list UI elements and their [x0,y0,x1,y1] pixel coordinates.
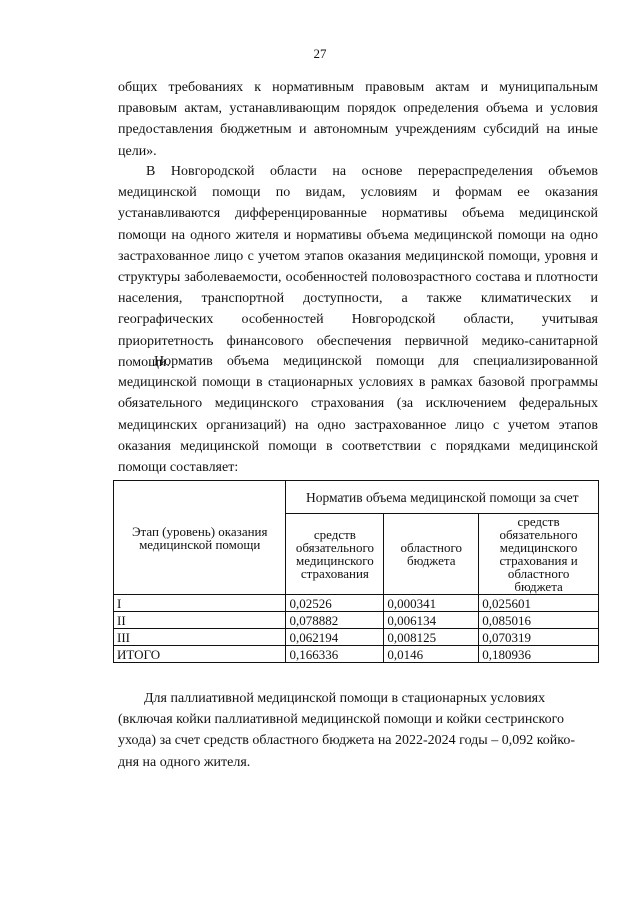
row-total: 0,180936 [479,646,599,663]
row-stage: II [114,612,286,629]
row-oms: 0,02526 [286,595,384,612]
paragraph-novgorod-norms: В Новгородской области на основе перераспределения объемов медицинской помощи по видам, условиям и формам ее оказания устанавливаются дифференцированные нормативы объема медицинской помощи на одного жителя и нормативы объема медицинской помощи на одно застрахованное лицо с учетом этапов оказания медицинской помощи, уровня и структуры заболеваемости, особенностей половозрастного состава и плотности населения, транспортной доступности, а также климатических и географических особенностей Новгородской области, учитывая приоритетность финансового обеспечения первичной медико-санитарной помощи. [118,164,598,370]
row-budget: 0,0146 [384,646,479,663]
table-header-row [114,481,599,514]
paragraph-intro-continuation: общих требованиях к нормативным правовым актам и муниципальным правовым актам, устанавливающим порядок определения объема и условия предоставления бюджетным и автономным учреждениям субсидий на иные цели». [118,80,598,159]
col-oms-header: средств обязательного медицинского страхования [286,514,384,595]
row-total: 0,085016 [479,612,599,629]
stage-header: Этап (уровень) оказания медицинской помощи [114,481,286,595]
norm-header: Норматив объема медицинской помощи за счет [286,481,599,514]
row-budget: 0,008125 [384,629,479,646]
row-total: 0,070319 [479,629,599,646]
table-row [114,595,599,612]
paragraph-specialized-care-norm: Норматив объема медицинской помощи для специализированной медицинской помощи в стационарных условиях в рамках базовой программы обязательного медицинского страхования (за исключением федеральных медицинских организаций) на одно застрахованное лицо с учетом этапов оказания медицинской помощи в соответствии с порядками медицинской помощи составляет: [118,354,598,476]
row-stage: I [114,595,286,612]
paragraph-palliative-care: Для паллиативной медицинской помощи в стационарных условиях (включая койки паллиативной медицинской помощи и койки сестринского ухода) за счет средств областного бюджета на 2022-2024 годы – 0,092 койко-дня на одного жителя. [118,691,576,770]
norms-table [113,480,599,663]
row-oms: 0,062194 [286,629,384,646]
row-budget: 0,000341 [384,595,479,612]
row-stage: ИТОГО [114,646,286,663]
table-total-row [114,646,599,663]
table-row [114,629,599,646]
row-budget: 0,006134 [384,612,479,629]
col-budget-header: областного бюджета [384,514,479,595]
col-total-header: средств обязательного медицинского страхования и областного бюджета [479,514,599,595]
row-total: 0,025601 [479,595,599,612]
table-row [114,612,599,629]
page-number: 27 [313,46,327,61]
row-stage: III [114,629,286,646]
row-oms: 0,166336 [286,646,384,663]
row-oms: 0,078882 [286,612,384,629]
